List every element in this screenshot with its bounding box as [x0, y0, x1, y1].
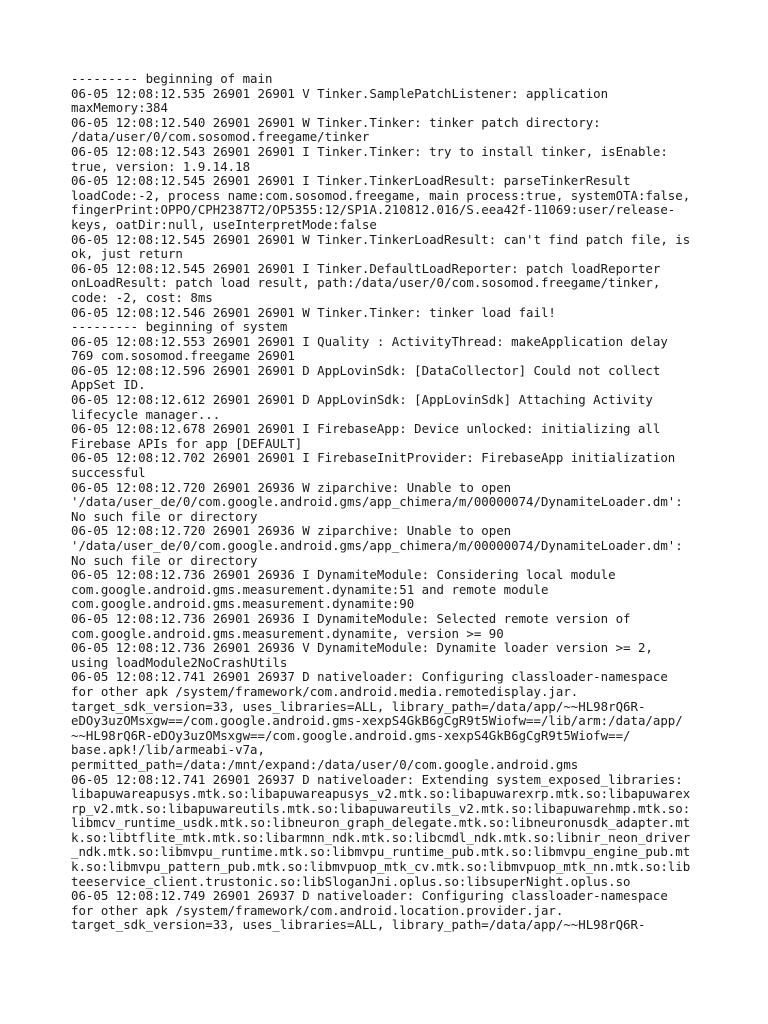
log-line: 06-05 12:08:12.596 26901 26901 D AppLovinSdk: [DataCollector] Could not collect	[71, 362, 661, 378]
log-line: ~~HL98rQ6R-eDOy3uzOMsxgw==/com.google.android.gms-xexpS4GkB6gCgR9t5Wiofw==/	[71, 727, 631, 743]
log-line: 06-05 12:08:12.546 26901 26901 W Tinker.Tinker: tinker load fail!	[71, 304, 556, 320]
log-line: 06-05 12:08:12.535 26901 26901 V Tinker.SamplePatchListener: application	[71, 85, 609, 101]
log-line: lifecycle manager...	[71, 406, 221, 422]
log-line: permitted_path=/data:/mnt/expand:/data/user/0/com.google.android.gms	[71, 756, 579, 772]
log-line: k.so:libtflite_mtk.mtk.so:libarmnn_ndk.mtk.so:libcmdl_ndk.mtk.so:libnir_neon_driver	[71, 829, 691, 845]
log-line: --------- beginning of main	[71, 71, 273, 86]
log-line: 06-05 12:08:12.540 26901 26901 W Tinker.Tinker: tinker patch directory:	[71, 114, 601, 130]
log-line: target_sdk_version=33, uses_libraries=ALL, library_path=/data/app/~~HL98rQ6R-	[71, 698, 646, 714]
log-line: fingerPrint:OPPO/CPH2387T2/OP5355:12/SP1A.210812.016/S.eea42f-11069:user/release-	[71, 202, 676, 218]
log-line: using loadModule2NoCrashUtils	[71, 654, 288, 670]
log-line: /data/user/0/com.sosomod.freegame/tinker	[71, 129, 370, 145]
log-line: _ndk.mtk.so:libmvpu_runtime.mtk.so:libmvpu_runtime_pub.mtk.so:libmvpu_engine_pub.mt	[71, 844, 691, 860]
log-line: loadCode:-2, process name:com.sosomod.freegame, main process:true, systemOTA:false,	[71, 187, 691, 203]
log-line: 06-05 12:08:12.545 26901 26901 W Tinker.TinkerLoadResult: can't find patch file, is	[71, 231, 691, 247]
log-line: '/data/user_de/0/com.google.android.gms/app_chimera/m/00000074/DynamiteLoader.dm':	[71, 538, 683, 553]
log-line: ok, just return	[71, 246, 183, 262]
log-line: for other apk /system/framework/com.android.media.remotedisplay.jar.	[71, 683, 579, 699]
log-line: libapuwareapusys.mtk.so:libapuwareapusys_v2.mtk.so:libapuwarexrp.mtk.so:libapuwarex	[71, 786, 691, 802]
log-line: true, version: 1.9.14.18	[71, 158, 251, 174]
log-line: onLoadResult: patch load result, path:/data/user/0/com.sosomod.freegame/tinker,	[71, 275, 661, 291]
log-line: libmcv_runtime_usdk.mtk.so:libneuron_graph_delegate.mtk.so:libneuronusdk_adapter.mt	[71, 815, 691, 831]
log-line: --------- beginning of system	[71, 319, 288, 335]
log-line: maxMemory:384	[71, 100, 168, 116]
log-line: No such file or directory	[71, 552, 258, 568]
log-line: 06-05 12:08:12.612 26901 26901 D AppLovinSdk: [AppLovinSdk] Attaching Activity	[71, 392, 653, 408]
log-line: successful	[71, 465, 146, 481]
log-line: 06-05 12:08:12.720 26901 26936 W ziparchive: Unable to open	[71, 523, 512, 539]
log-line: 06-05 12:08:12.553 26901 26901 I Quality : ActivityThread: makeApplication delay	[71, 333, 668, 349]
log-line: target_sdk_version=33, uses_libraries=ALL, library_path=/data/app/~~HL98rQ6R-	[71, 917, 646, 933]
log-line: 06-05 12:08:12.543 26901 26901 I Tinker.Tinker: try to install tinker, isEnable:	[71, 143, 668, 159]
log-line: k.so:libmvpu_pattern_pub.mtk.so:libmvpuop_mtk_cv.mtk.so:libmvpuop_mtk_nn.mtk.so:lib	[71, 859, 691, 875]
log-line: 06-05 12:08:12.736 26901 26936 V DynamiteModule: Dynamite loader version >= 2,	[71, 640, 653, 656]
log-line: keys, oatDir:null, useInterpretMode:false	[71, 216, 377, 232]
log-line: 06-05 12:08:12.720 26901 26936 W ziparchive: Unable to open	[71, 479, 512, 495]
log-line: 06-05 12:08:12.741 26901 26937 D nativeloader: Configuring classloader-namespace	[71, 669, 668, 685]
log-line: 06-05 12:08:12.545 26901 26901 I Tinker.DefaultLoadReporter: patch loadReporter	[71, 260, 661, 276]
log-line: rp_v2.mtk.so:libapuwareutils.mtk.so:libapuwareutils_v2.mtk.so:libapuwarehmp.mtk.so:	[71, 800, 691, 816]
log-line: 06-05 12:08:12.736 26901 26936 I DynamiteModule: Considering local module	[71, 567, 616, 583]
log-line: com.google.android.gms.measurement.dynamite, version >= 90	[71, 625, 504, 641]
log-line: 06-05 12:08:12.702 26901 26901 I FirebaseInitProvider: FirebaseApp initialization	[71, 450, 676, 466]
log-line: for other apk /system/framework/com.android.location.provider.jar.	[71, 902, 564, 918]
log-line: No such file or directory	[71, 508, 258, 524]
log-line: 06-05 12:08:12.545 26901 26901 I Tinker.TinkerLoadResult: parseTinkerResult	[71, 173, 631, 189]
log-line: AppSet ID.	[71, 377, 146, 393]
log-line: teeservice_client.trustonic.so:libSloganJni.oplus.so:libsuperNight.oplus.so	[71, 873, 631, 889]
log-line: com.google.android.gms.measurement.dynamite:51 and remote module	[71, 581, 549, 597]
log-line: 06-05 12:08:12.678 26901 26901 I FirebaseApp: Device unlocked: initializing all	[71, 421, 661, 437]
log-line: 06-05 12:08:12.736 26901 26936 I DynamiteModule: Selected remote version of	[71, 610, 631, 626]
log-line: '/data/user_de/0/com.google.android.gms/app_chimera/m/00000074/DynamiteLoader.dm':	[71, 494, 683, 510]
log-line: 06-05 12:08:12.749 26901 26937 D nativeloader: Configuring classloader-namespace	[71, 888, 668, 904]
log-line: base.apk!/lib/armeabi-v7a,	[71, 742, 265, 758]
log-line: eDOy3uzOMsxgw==/com.google.android.gms-xexpS4GkB6gCgR9t5Wiofw==/lib/arm:/data/app/	[71, 713, 683, 729]
log-line: Firebase APIs for app [DEFAULT]	[71, 435, 303, 451]
logcat-text-block	[71, 72, 761, 933]
log-line: 769 com.sosomod.freegame 26901	[71, 348, 295, 364]
log-line: code: -2, cost: 8ms	[71, 289, 213, 305]
log-line: 06-05 12:08:12.741 26901 26937 D nativeloader: Extending system_exposed_libraries:	[71, 771, 683, 787]
log-line: com.google.android.gms.measurement.dynamite:90	[71, 596, 415, 612]
